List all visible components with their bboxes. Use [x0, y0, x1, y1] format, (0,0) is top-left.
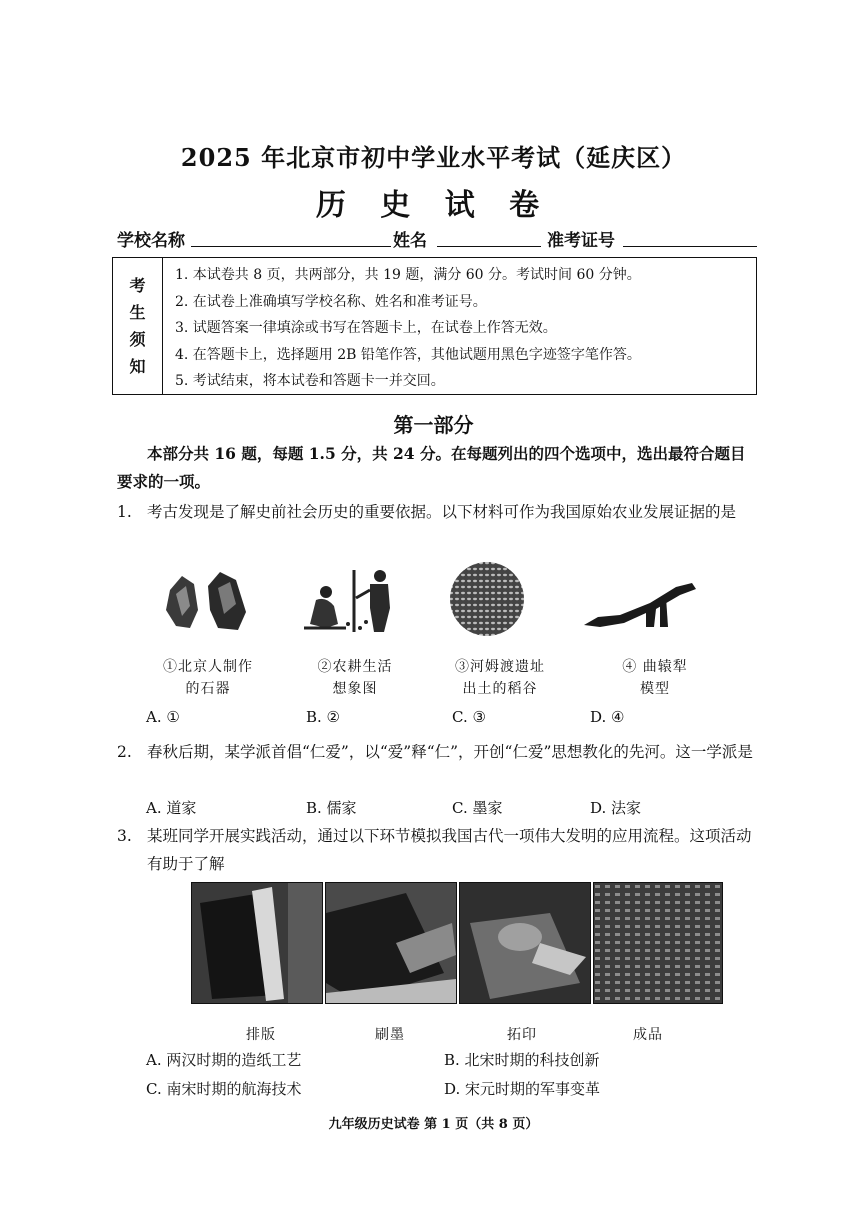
notice-char: 知 — [129, 357, 146, 376]
step-label-rubbing: 拓印 — [507, 1027, 537, 1043]
option-a[interactable]: A. 道家 — [146, 799, 197, 817]
caption-line: ①北京人制作 — [163, 659, 253, 675]
option-c[interactable]: C. 南宋时期的航海技术 — [146, 1080, 302, 1098]
caption-line: ②农耕生活 — [317, 659, 393, 675]
question-stem: 某班同学开展实践活动，通过以下环节模拟我国古代一项伟大发明的应用流程。这项活动有助于了解 — [147, 827, 752, 873]
step-label-inking: 刷墨 — [375, 1027, 405, 1043]
option-c[interactable]: C. 墨家 — [452, 799, 503, 817]
image-caption-3 — [440, 656, 560, 700]
option-b[interactable]: B. ② — [306, 708, 341, 726]
caption-line: 模型 — [640, 681, 670, 697]
notice-item: 2. 在试卷上准确填写学校名称、姓名和准考证号。 — [175, 293, 487, 310]
subject-title: 历 史 试 卷 — [315, 188, 552, 223]
notice-char: 须 — [129, 330, 146, 349]
school-name-field[interactable] — [191, 246, 391, 247]
option-c[interactable]: C. ③ — [452, 708, 486, 726]
option-d[interactable]: D. 法家 — [590, 799, 642, 817]
question-stem: 春秋后期，某学派首倡“仁爱”，以“爱”释“仁”，开创“仁爱”思想教化的先河。这一学派是 — [147, 743, 753, 761]
student-info-row — [117, 226, 757, 252]
question-3 — [117, 822, 759, 878]
notice-char: 考 — [129, 276, 146, 295]
caption-line: ④ 曲辕犁 — [622, 659, 688, 675]
image-caption-2 — [300, 656, 410, 700]
stone-tool-image — [160, 566, 252, 638]
page-footer: 九年级历史试卷 第 1 页（共 8 页） — [328, 1117, 539, 1132]
part-one-title: 第一部分 — [393, 413, 474, 437]
caption-line: 出土的稻谷 — [462, 681, 538, 697]
question-1-options — [146, 708, 746, 732]
notice-char: 生 — [129, 303, 146, 322]
option-b[interactable]: B. 北宋时期的科技创新 — [444, 1051, 600, 1069]
option-b[interactable]: B. 儒家 — [306, 799, 357, 817]
question-number: 1. — [117, 503, 132, 521]
farming-life-image — [296, 562, 404, 640]
exam-id-label: 准考证号 — [547, 231, 615, 251]
option-d[interactable]: D. ④ — [590, 708, 625, 726]
question-1 — [117, 498, 759, 526]
image-caption-1 — [150, 656, 266, 700]
option-a[interactable]: A. 两汉时期的造纸工艺 — [146, 1051, 302, 1069]
rice-grain-image — [448, 560, 526, 638]
typesetting-photo — [191, 882, 323, 1004]
notice-item: 5. 考试结束，将本试卷和答题卡一并交回。 — [175, 373, 445, 389]
question-3-options — [146, 1049, 746, 1105]
student-name-field[interactable] — [437, 246, 541, 247]
step-label-finished: 成品 — [633, 1027, 663, 1043]
image-caption-4 — [600, 656, 710, 700]
part-one-description: 本部分共 16 题，每题 1.5 分，共 24 分。在每题列出的四个选项中，选出最符合题目要求的一项。 — [117, 444, 746, 491]
question-number: 2. — [117, 743, 132, 761]
caption-line: 想象图 — [332, 681, 378, 697]
option-a[interactable]: A. ① — [146, 708, 180, 726]
exam-id-field[interactable] — [623, 246, 757, 247]
inking-photo — [325, 882, 457, 1004]
caption-line: 的石器 — [185, 681, 231, 697]
candidate-notice-box — [112, 257, 757, 395]
exam-title: 2025 年北京市初中学业水平考试（延庆区） — [180, 143, 687, 172]
question-2-options — [146, 797, 746, 821]
question-2 — [117, 738, 759, 766]
rubbing-photo — [459, 882, 591, 1004]
notice-side-label — [113, 258, 163, 394]
curved-plough-image — [580, 575, 704, 635]
notice-item: 3. 试题答案一律填涂或书写在答题卡上，在试卷上作答无效。 — [175, 320, 557, 336]
step-label-typesetting: 排版 — [246, 1027, 276, 1043]
notice-item: 1. 本试卷共 8 页，共两部分，共 19 题，满分 60 分。考试时间 60 分钟。 — [175, 267, 641, 283]
caption-line: ③河姆渡遗址 — [455, 659, 545, 675]
finished-product-photo — [593, 882, 723, 1004]
notice-list — [175, 262, 745, 395]
student-name-label: 姓名 — [393, 231, 427, 251]
question-stem: 考古发现是了解史前社会历史的重要依据。以下材料可作为我国原始农业发展证据的是 — [147, 503, 737, 521]
question-number: 3. — [117, 827, 132, 845]
option-d[interactable]: D. 宋元时期的军事变革 — [444, 1080, 601, 1098]
notice-item: 4. 在答题卡上，选择题用 2B 铅笔作答，其他试题用黑色字迹签字笔作答。 — [175, 346, 641, 363]
school-name-label: 学校名称 — [117, 231, 185, 251]
